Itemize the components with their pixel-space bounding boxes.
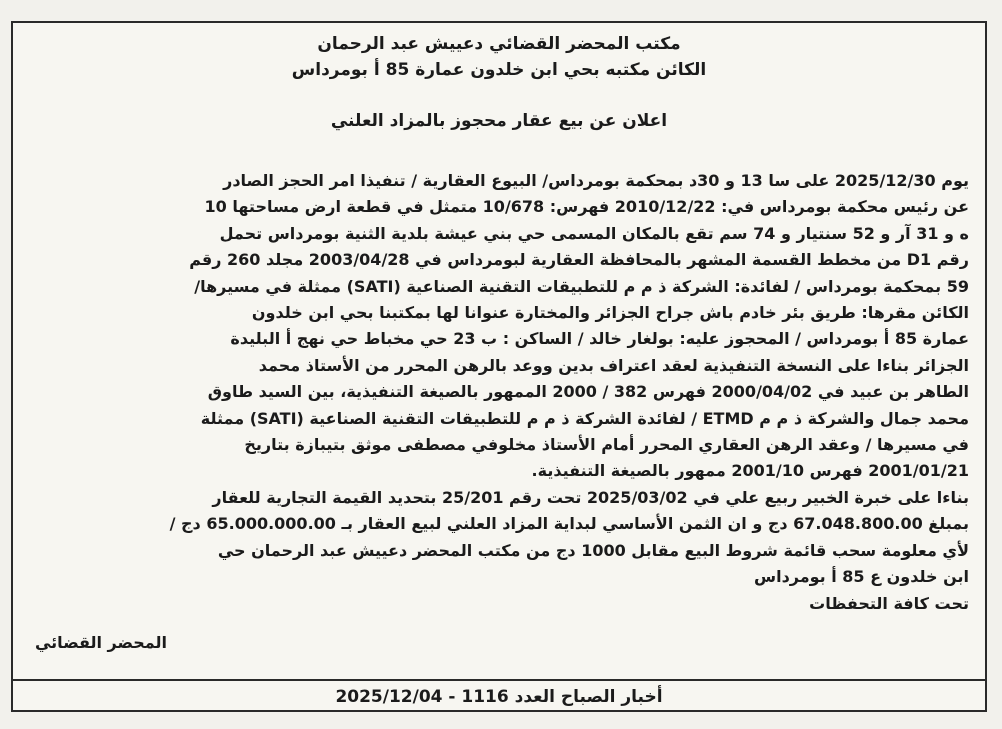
body-line: بناءا على خبرة الخبير ربيع علي في 2025/03/02 تحت رقم 25/201 بتحديد القيمة التجارية للعقار [212,487,969,507]
office-name: مكتب المحضر القضائي دعييش عبد الرحمان [317,34,681,54]
body-line: الكائن مقرها: طريق بئر خادم باش جراح الجزائر والمختارة عنوانا لها بمكتبنا بحي ابن خلدون [251,303,969,323]
body-line: الجزائر بناءا على النسخة التنفيذية لعقد اعتراف بدين ووعد بالرهن المحرر من الأستاذ محمد [258,355,969,375]
body-line: ه و 31 آر و 52 سنتيار و 74 سم تقع بالمكان المسمى حي بني عيشة بلدية الثنية بومرداس تحمل [219,223,969,243]
newspaper-footer: أخبار الصباح العدد 1116 - 2025/12/04 [335,687,663,707]
announcement-title: اعلان عن بيع عقار محجوز بالمزاد العلني [330,111,668,131]
body-line: بمبلغ 67.048.800.00 دج و ان الثمن الأساسي لبداية المزاد العلني لبيع العقار بـ 65.000.000.00 دج / [169,514,969,534]
body-line: يوم 2025/12/30 على سا 13 و 30د بمحكمة بومرداس/ البيوع العقارية / تنفيذا امر الحجز الصادر [223,171,969,190]
body-line: الطاهر بن عبيد في 2000/04/02 فهرس 382 / 2000 الممهور بالصيغة التنفيذية، بين السيد طاوق [207,382,969,402]
body-line: عن رئيس محكمة بومرداس في: 2010/12/22 فهرس: 10/678 متمثل في قطعة ارض مساحتها 10 [204,197,969,217]
footer-divider [13,679,985,681]
body-line: في مسيرها / وعقد الرهن العقاري المحرر أمام الأستاذ مخلوفي مصطفى موثق بتيبازة بتاريخ [244,435,969,455]
body-line: محمد جمال والشركة ذ م م ETMD / لفائدة الشركة ذ م م للتطبيقات التقنية الصناعية (SATI) ممثلة [200,408,969,428]
body-line: لأي معلومة سحب قائمة شروط البيع مقابل 1000 دج من مكتب المحضر دعييش عبد الرحمان حي [217,540,969,560]
announcement-body [29,168,969,617]
body-line: تحت كافة التحفظات [809,593,969,613]
body-line: 2001/01/21 فهرس 2001/10 ممهور بالصيغة التنفيذية. [531,461,969,481]
bailiff-signature: المحضر القضائي [34,633,167,652]
header [13,31,985,83]
body-line: عمارة 85 أ بومرداس / المحجوز عليه: بولغار خالد / الساكن : ب 23 حي مخباط حي نهج أ البليدة [230,329,969,349]
office-address: الكائن مكتبه بحي ابن خلدون عمارة 85 أ بومرداس [291,60,707,80]
body-line: رقم D1 من مخطط القسمة المشهر بالمحافظة العقارية لبومرداس في 2003/04/28 مجلد 260 رقم [189,250,969,270]
body-line: 59 بمحكمة بومرداس / لفائدة: الشركة ذ م م للتطبيقات التقنية الصناعية (SATI) ممثلة في مسيرها/ [194,276,969,296]
body-line: ابن خلدون ع 85 أ بومرداس [754,567,969,587]
announcement-frame [11,21,987,712]
